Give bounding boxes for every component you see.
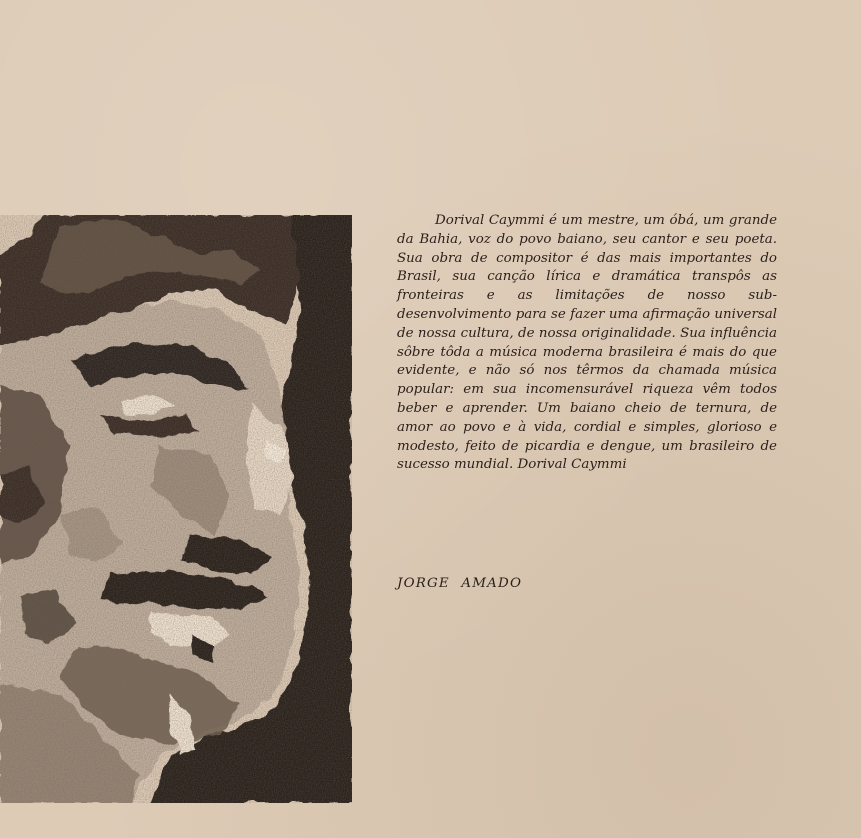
article-body: Dorival Caymmi é um mestre, um óbá, um grande da Bahia, voz do povo baiano, seu cantor e seu poeta. Sua obra de compositor é das mais importantes do Brasil, sua canção lírica e dramática transpôs as fronteiras e as limitações de nosso sub-desenvolvimento para se fazer uma afirmação universal de nossa cultura, de nossa originalidade. Sua influência sôbre tôda a música moderna brasileira é mais do que evidente, e não só nos têrmos da chamada música popular: em sua incomensurável riqueza vêm todos beber e aprender. Um baiano cheio de ternura, de amor ao povo e à vida, cordial e simples, glorioso e modesto, feito de picardia e dengue, um brasileiro de sucesso mundial. Dorival Caymmi: [397, 213, 777, 473]
portrait-drawing: [0, 215, 352, 803]
portrait-illustration: [0, 215, 352, 803]
author-signature: JORGE AMADO: [397, 576, 523, 591]
article-text-block: [397, 212, 777, 475]
